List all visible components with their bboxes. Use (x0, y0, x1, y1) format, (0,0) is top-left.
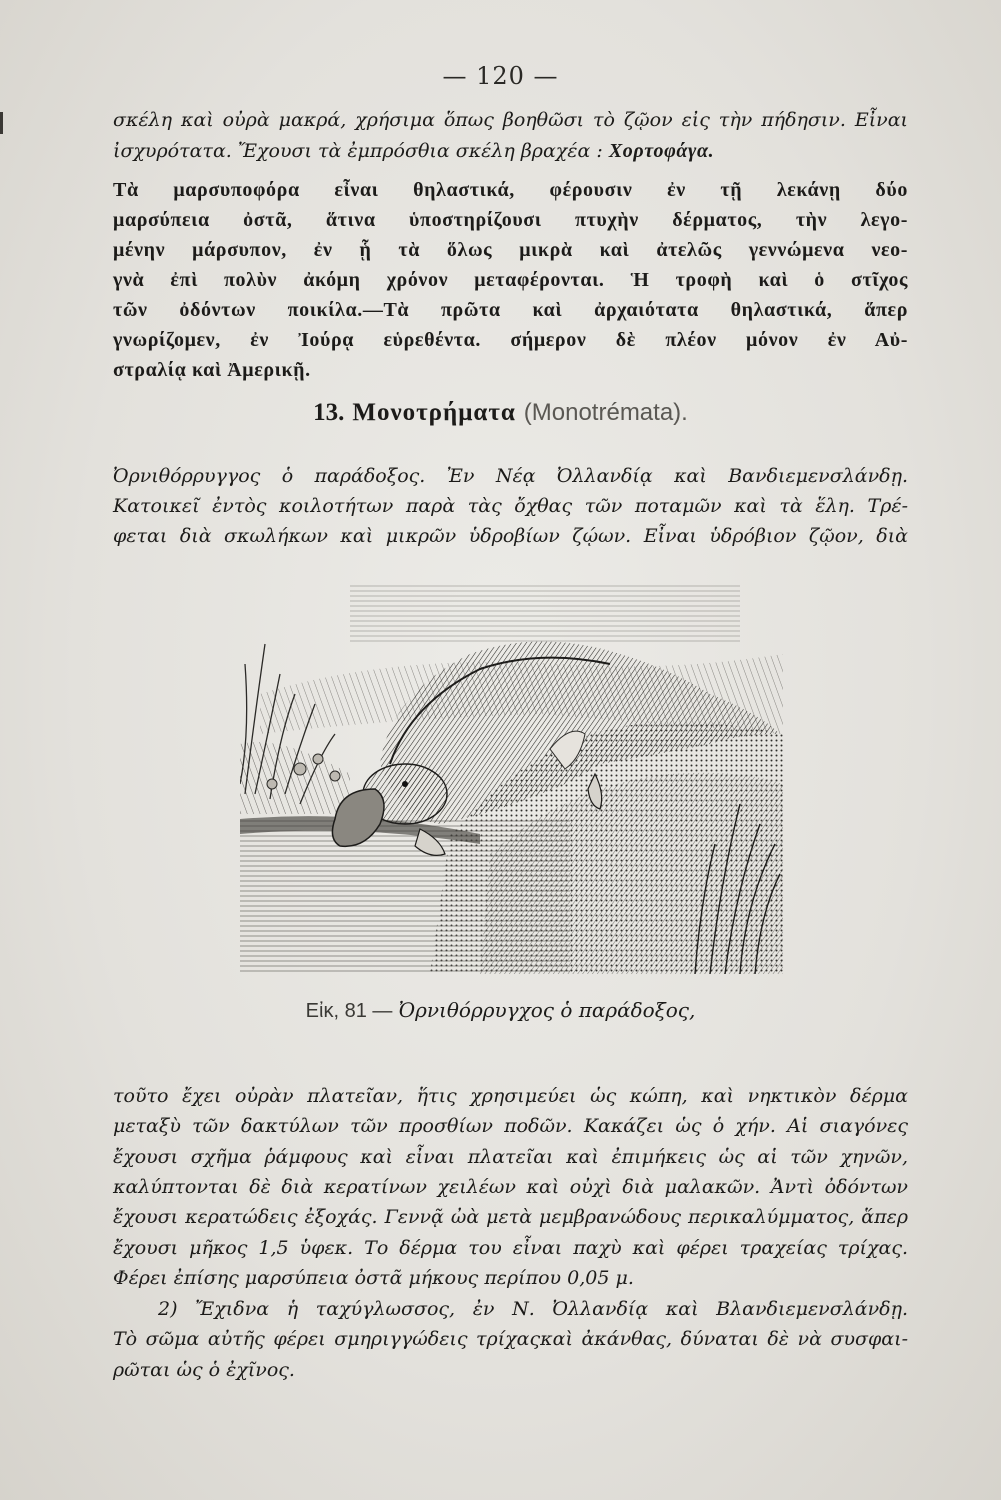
text-line: καλύπτονται δὲ διὰ κερατίνων χειλέων καὶ οὐχὶ διὰ μαλακῶν. Ἀντὶ ὀδόντων (113, 1176, 908, 1198)
text-line: Τὸ σῶμα αὐτῆς φέρει σμηριγγώδεις τρίχαςκαὶ ἀκάνθας, δύναται δὲ νὰ συσφαι- (113, 1328, 908, 1350)
text-line: μεταξὺ τῶν δακτύλων τῶν προσθίων ποδῶν. Κακάζει ὡς ὁ χήν. Αἱ σιαγόνες (113, 1115, 908, 1137)
platypus-engraving-figure (240, 584, 783, 974)
text-line: σκέλη καὶ οὐρὰ μακρά, χρήσιμα ὅπως βοηθῶσι τὸ ζῷον εἰς τὴν πήδησιν. Εἶναι (113, 109, 908, 131)
figure-label: Εἰκ, 81 — (305, 1000, 393, 1022)
figure-caption (0, 998, 1001, 1023)
page-edge-mark (0, 112, 3, 134)
text-line: Ὀρνιθόρρυγγος ὁ παράδοξος. Ἐν Νέᾳ Ὀλλανδίᾳ καὶ Βανδιεμενσλάνδῃ. (113, 465, 908, 487)
bold-term: Χορτοφάγα. (608, 140, 715, 162)
text-line: γνωρίζομεν, ἐν Ἰούρᾳ εὑρεθέντα. σήμερον δὲ πλέον μόνον ἐν Αὐ- (113, 329, 908, 351)
text-line: ἔχουσι σχῆμα ῥάμφους καὶ εἶναι πλατεῖαι καὶ ἐπιμήκεις ὡς αἱ τῶν χηνῶν, (113, 1146, 908, 1168)
section-title-greek: Μονοτρήματα (352, 399, 516, 426)
text-line: ρῶται ὡς ὁ ἐχῖνος. (113, 1359, 295, 1381)
text-line: ἔχουσι μῆκος 1,5 ὑφεκ. Το δέρμα του εἶναι παχὺ καὶ φέρει τραχείας τρίχας. (113, 1237, 908, 1259)
section-heading (0, 397, 1001, 427)
text-line: τῶν ὀδόντων ποικίλα.—Τὰ πρῶτα καὶ ἀρχαιότατα θηλαστικά, ἅπερ (113, 299, 908, 321)
text-line: Φέρει ἐπίσης μαρσύπεια ὀστᾶ μήκους περίπου 0,05 μ. (113, 1267, 634, 1289)
text-line: τοῦτο ἔχει οὐρὰν πλατεῖαν, ἥτις χρησιμεύει ὡς κώπη, καὶ νηκτικὸν δέρμα (113, 1085, 908, 1107)
text-line: 2) Ἔχιδνα ἡ ταχύγλωσσος, ἐν Ν. Ὀλλανδίᾳ καὶ Βλανδιεμενσλάνδῃ. (158, 1298, 908, 1320)
text-line: ἔχουσι κερατώδεις ἐξοχάς. Γεννᾷ ὠὰ μετὰ μεμβρανώδους περικαλύμματος, ἅπερ (113, 1206, 908, 1228)
text-line: μένην μάρσυπον, ἐν ᾗ τὰ ὅλως μικρὰ καὶ ἀτελῶς γεννώμενα νεο- (113, 239, 908, 261)
text-line: Τὰ μαρσυποφόρα εἶναι θηλαστικά, φέρουσιν ἐν τῇ λεκάνῃ δύο (113, 179, 908, 201)
text-line-start: ἰσχυρότατα. Ἔχουσι τὰ ἐμπρόσθια σκέλη βραχέα : (113, 140, 603, 162)
section-number: 13. (313, 399, 345, 426)
text-line (113, 138, 714, 164)
text-line: μαρσύπεια ὀστᾶ, ἅτινα ὑποστηρίζουσι πτυχὴν δέρματος, τὴν λεγο- (113, 209, 908, 231)
text-line: Κατοικεῖ ἐντὸς κοιλοτήτων παρὰ τὰς ὄχθας τῶν ποταμῶν καὶ τὰ ἕλη. Τρέ- (113, 495, 908, 517)
text-line: φεται διὰ σκωλήκων καὶ μικρῶν ὑδροβίων ζῴων. Εἶναι ὑδρόβιον ζῷον, διὰ (113, 525, 908, 547)
text-line: γνὰ ἐπὶ πολὺν ἀκόμη χρόνον μεταφέρονται. Ἡ τροφὴ καὶ ὁ στῖχος (113, 269, 908, 291)
platypus-engraving-icon (240, 584, 783, 974)
section-title-latin: (Monotrémata). (523, 399, 688, 426)
page-number: — 120 — (442, 62, 559, 90)
figure-caption-text: Ὀρνιθόρρυγχος ὁ παράδοξος, (398, 998, 696, 1022)
text-line: στραλίᾳ καὶ Ἀμερικῇ. (113, 359, 311, 381)
